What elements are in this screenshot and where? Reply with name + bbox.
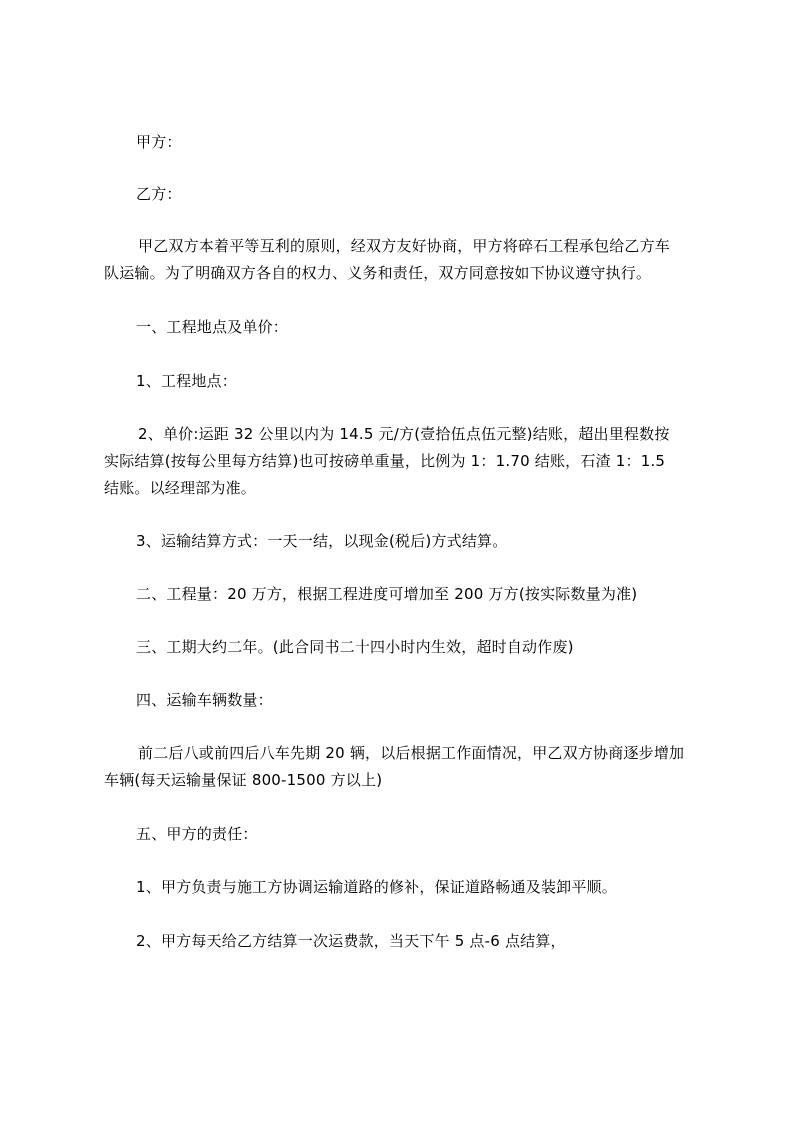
item1-2-line-1: 2、单价:运距 32 公里以内为 14.5 元/方(壹拾伍点伍元整)结账，超出里程数按 [138, 425, 670, 443]
section1-heading [104, 314, 736, 341]
section4-body [104, 740, 704, 794]
section1-heading-text: 一、工程地点及单价： [136, 318, 289, 336]
section5-heading-text: 五、甲方的责任： [136, 825, 258, 843]
section4-heading [104, 687, 736, 714]
party-a-label [104, 129, 736, 156]
section4-body-line-1: 前二后八或前四后八车先期 20 辆，以后根据工作面情况，甲乙双方协商逐步增加 [138, 744, 685, 762]
party-b-text: 乙方： [136, 185, 182, 203]
section4-body-line-2: 车辆(每天运输量保证 800-1500 方以上) [104, 771, 383, 789]
item5-2 [104, 928, 736, 955]
item5-2-text: 2、甲方每天给乙方结算一次运费款，当天下午 5 点-6 点结算， [136, 932, 566, 950]
intro-line-1: 甲乙双方本着平等互利的原则，经双方友好协商，甲方将碎石工程承包给乙方车 [138, 237, 671, 255]
item1-1 [104, 368, 736, 395]
item1-3 [104, 528, 736, 555]
section5-heading [104, 821, 736, 848]
item1-2-line-2: 实际结算(按每公里每方结算)也可按磅单重量，比例为 1：1.70 结账，石渣 1：1.5 [104, 452, 666, 470]
item1-3-text: 3、运输结算方式：一天一结，以现金(税后)方式结算。 [136, 532, 508, 550]
section4-heading-text: 四、运输车辆数量： [136, 691, 273, 709]
item1-1-text: 1、工程地点： [136, 372, 237, 390]
party-a-text: 甲方： [136, 133, 182, 151]
intro-paragraph [104, 233, 704, 287]
item1-2-paragraph [104, 421, 704, 502]
section3-text: 三、工期大约二年。(此合同书二十四小时内生效，超时自动作废) [136, 638, 574, 656]
item5-1-text: 1、甲方负责与施工方协调运输道路的修补，保证道路畅通及装卸平顺。 [136, 878, 617, 896]
section3 [104, 634, 736, 661]
party-b-label [104, 181, 736, 208]
intro-line-2: 队运输。为了明确双方各自的权力、义务和责任，双方同意按如下协议遵守执行。 [104, 264, 652, 282]
section2 [104, 581, 736, 608]
section2-text: 二、工程量：20 万方，根据工程进度可增加至 200 万方(按实际数量为准) [136, 585, 638, 603]
item5-1 [104, 874, 736, 901]
item1-2-line-3: 结账。以经理部为准。 [104, 479, 257, 497]
